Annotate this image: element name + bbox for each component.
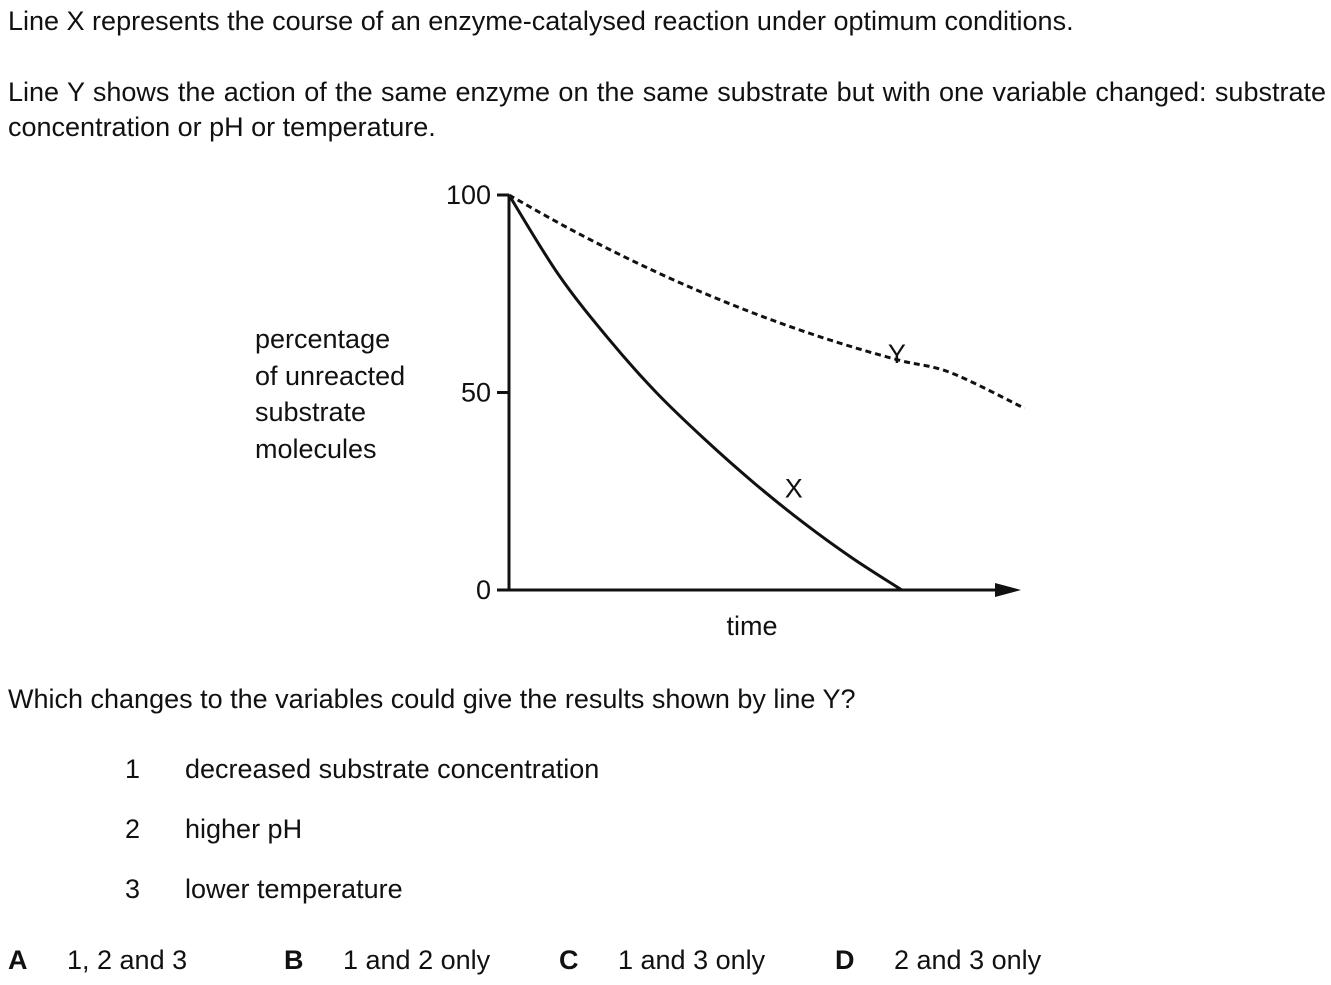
y-axis-ticks [446, 180, 509, 605]
option-a-letter[interactable]: A [8, 945, 28, 975]
statement-number: 2 [125, 814, 141, 844]
series-line-y [509, 195, 1025, 408]
x-axis-arrow-icon [995, 583, 1021, 597]
statement-text: higher pH [185, 814, 303, 844]
y-axis-title-line: of unreacted [255, 360, 406, 391]
statement-text: decreased substrate concentration [185, 754, 600, 784]
intro-line-x: Line X represents the course of an enzyme-catalysed reaction under optimum conditions. [8, 6, 1074, 36]
y-axis-title-line: substrate [255, 397, 367, 427]
question-text: Which changes to the variables could give the results shown by line Y? [8, 684, 856, 714]
option-b-text[interactable]: 1 and 2 only [343, 945, 491, 975]
option-d-letter[interactable]: D [835, 945, 855, 975]
intro-line-y: Line Y shows the action of the same enzyme on the same substrate but with one variable changed: substrate concentration or pH or temperature. [8, 77, 1326, 142]
statement-number: 1 [125, 754, 141, 784]
x-axis-title: time [726, 611, 778, 641]
y-tick-label: 100 [445, 180, 491, 210]
option-a-text[interactable]: 1, 2 and 3 [67, 945, 188, 975]
y-axis-title [255, 321, 405, 467]
option-b-letter[interactable]: B [284, 945, 304, 975]
option-c-letter[interactable]: C [559, 945, 579, 975]
series-label-x: X [784, 473, 803, 504]
statement-number: 3 [125, 874, 141, 904]
y-tick-label: 0 [475, 575, 491, 605]
y-tick-label: 50 [460, 377, 491, 408]
statement-text: lower temperature [185, 874, 403, 904]
option-c-text[interactable]: 1 and 3 only [618, 945, 766, 975]
option-d-text[interactable]: 2 and 3 only [894, 945, 1042, 975]
y-axis-title-line: percentage [255, 324, 391, 354]
y-axis-title-line: molecules [255, 433, 377, 464]
series-label-y: Y [887, 339, 906, 369]
series-line-x [509, 195, 902, 590]
